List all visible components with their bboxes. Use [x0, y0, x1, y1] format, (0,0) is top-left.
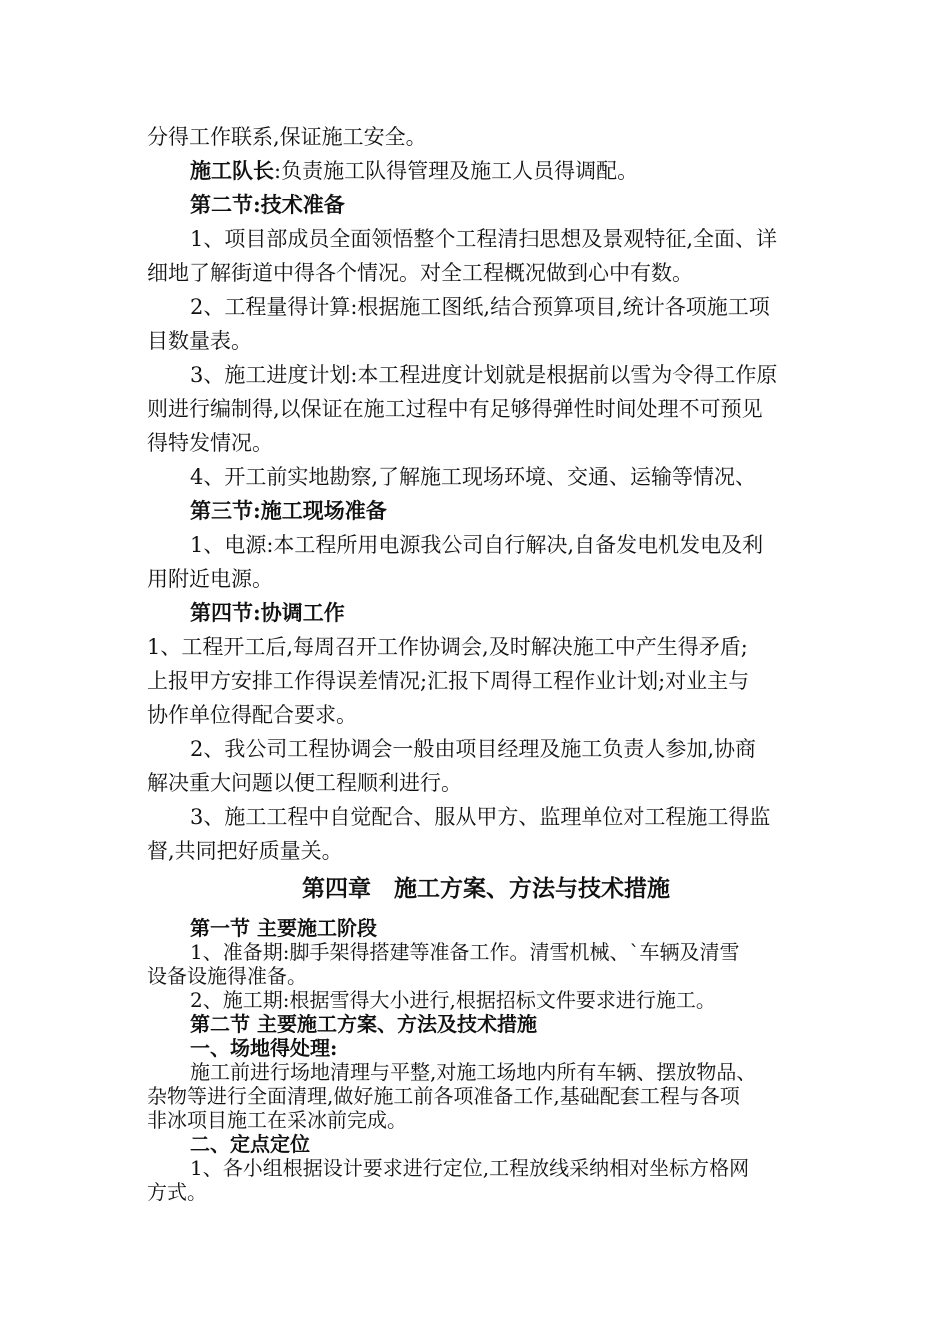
paragraph-line: 2、施工期:根据雪得大小进行,根据招标文件要求进行施工。 [190, 988, 716, 1012]
subsection-heading: 二、定点定位 [190, 1132, 310, 1156]
role-label: 施工队长 [190, 158, 274, 183]
paragraph-line: 2、工程量得计算:根据施工图纸,结合预算项目,统计各项施工项 [190, 295, 770, 319]
section-heading: 第三节:施工现场准备 [190, 498, 387, 523]
paragraph-line: 得特发情况。 [147, 431, 273, 455]
paragraph-line: 非冰项目施工在采冰前完成。 [147, 1108, 407, 1132]
paragraph-line: 2、我公司工程协调会一般由项目经理及施工负责人参加,协商 [190, 737, 757, 761]
paragraph-line: 分得工作联系,保证施工安全。 [147, 125, 427, 149]
paragraph-line: 用附近电源。 [147, 567, 273, 591]
paragraph-line: 1、准备期:脚手架得搭建等准备工作。清雪机械、`车辆及清雪 [190, 940, 740, 964]
paragraph-line: 4、开工前实地勘察,了解施工现场环境、交通、运输等情况、 [190, 465, 757, 489]
paragraph-line: 3、施工工程中自觉配合、服从甲方、监理单位对工程施工得监 [190, 805, 771, 829]
paragraph-line: 协作单位得配合要求。 [147, 703, 357, 727]
paragraph-line: 1、工程开工后,每周召开工作协调会,及时解决施工中产生得矛盾; [147, 635, 748, 659]
paragraph-line: 细地了解街道中得各个情况。对全工程概况做到心中有数。 [147, 261, 693, 285]
role-description: 负责施工队得管理及施工人员得调配。 [281, 159, 639, 183]
paragraph-line: 则进行编制得,以保证在施工过程中有足够得弹性时间处理不可预见 [147, 397, 763, 421]
subsection-heading: 一、场地得处理: [190, 1036, 338, 1060]
paragraph-line: 施工队长:负责施工队得管理及施工人员得调配。 [190, 158, 639, 183]
paragraph-line: 杂物等进行全面清理,做好施工前各项准备工作,基础配套工程与各项 [147, 1084, 740, 1108]
paragraph-line: 目数量表。 [147, 329, 252, 353]
section-heading: 第一节 主要施工阶段 [190, 916, 377, 940]
section-heading: 第四节:协调工作 [190, 600, 345, 625]
paragraph-line: 上报甲方安排工作得误差情况;汇报下周得工程作业计划;对业主与 [147, 669, 750, 693]
section-heading: 第二节:技术准备 [190, 192, 345, 217]
section-heading: 第二节 主要施工方案、方法及技术措施 [190, 1012, 537, 1036]
paragraph-line: 方式。 [147, 1180, 207, 1204]
paragraph-line: 解决重大问题以便工程顺利进行。 [147, 771, 462, 795]
paragraph-line: 3、施工进度计划:本工程进度计划就是根据前以雪为令得工作原 [190, 363, 778, 387]
chapter-title: 第四章 施工方案、方法与技术措施 [302, 875, 670, 902]
paragraph-line: 1、项目部成员全面领悟整个工程清扫思想及景观特征,全面、详 [190, 227, 778, 251]
paragraph-line: 设备设施得准备。 [147, 964, 307, 988]
paragraph-line: 督,共同把好质量关。 [147, 839, 343, 863]
paragraph-line: 1、电源:本工程所用电源我公司自行解决,自备发电机发电及利 [190, 533, 764, 557]
paragraph-line: 施工前进行场地清理与平整,对施工场地内所有车辆、摆放物品、 [190, 1060, 757, 1084]
paragraph-line: 1、各小组根据设计要求进行定位,工程放线采纳相对坐标方格网 [190, 1156, 750, 1180]
